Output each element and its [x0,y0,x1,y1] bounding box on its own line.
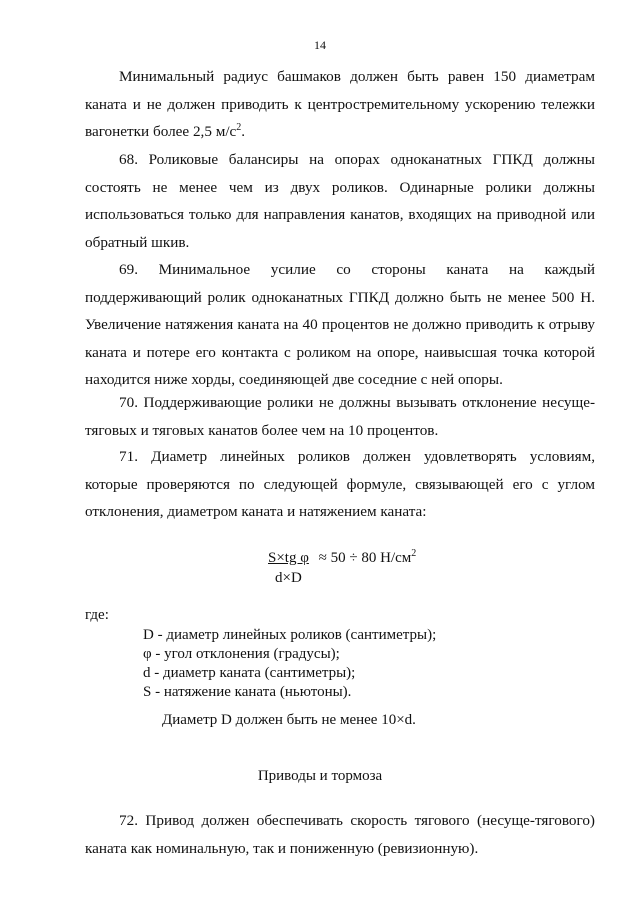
paragraph-69: 69. Минимальное усилие со стороны каната на каждый поддерживающий ролик одноканатных ГПКД должно быть не менее 500 Н. Увеличение натяжения каната на 40 процентов не должно приводить к отрыву каната и потере его контакта с роликом на опоре, наивысшая точка которой находится ниже хорды, соединяющей две соседние с ней опоры. [85,261,595,388]
formula-rhs-exponent: 2 [411,548,417,559]
paragraph-70: 70. Поддерживающие ролики не должны вызывать отклонение несуще-тяговых и тяговых канатов более чем на 10 процентов. [85,394,595,439]
paragraph-radius-text: Минимальный радиус башмаков должен быть равен 150 диаметрам каната и не должен приводить к центростремительному ускорению тележки вагонетки более 2,5 м/с [85,68,595,140]
paragraph-71: 71. Диаметр линейных роликов должен удовлетворять условиям, которые проверяются по следующей формуле, связывающей его с углом отклонения, диаметром каната и натяжением каната: [85,448,595,520]
definition-item: D - диаметр линейных роликов (сантиметры); [143,627,437,643]
formula-denominator: d×D [275,570,302,586]
paragraph-68: 68. Роликовые балансиры на опорах одноканатных ГПКД должны состоять не менее чем из двух роликов. Одинарные ролики должны использоваться только для направления канатов, входящих на приводной или обратный шкив. [85,151,595,251]
definition-item: φ - угол отклонения (градусы); [143,646,340,662]
definition-item: S - натяжение каната (ньютоны). [143,684,352,700]
paragraph-72: 72. Привод должен обеспечивать скорость тягового (несуще-тягового) каната как номинальную, так и пониженную (ревизионную). [85,812,595,857]
paragraph-radius-end: . [241,123,246,140]
formula-rhs [319,548,417,568]
page-number: 14 [314,38,326,52]
where-label: где: [85,607,109,623]
formula [268,548,416,588]
formula-fraction [268,548,309,588]
section-heading: Приводы и тормоза [257,768,383,784]
formula-rhs-text: ≈ 50 ÷ 80 Н/см [318,550,412,566]
superscript-exponent: 2 [236,121,242,133]
paragraph-radius [85,63,595,146]
definition-item: d - диаметр каната (сантиметры); [143,665,356,681]
formula-numerator: S×tg φ [268,550,309,566]
definitions-list [143,626,436,702]
diameter-note: Диаметр D должен быть не менее 10×d. [162,712,416,728]
